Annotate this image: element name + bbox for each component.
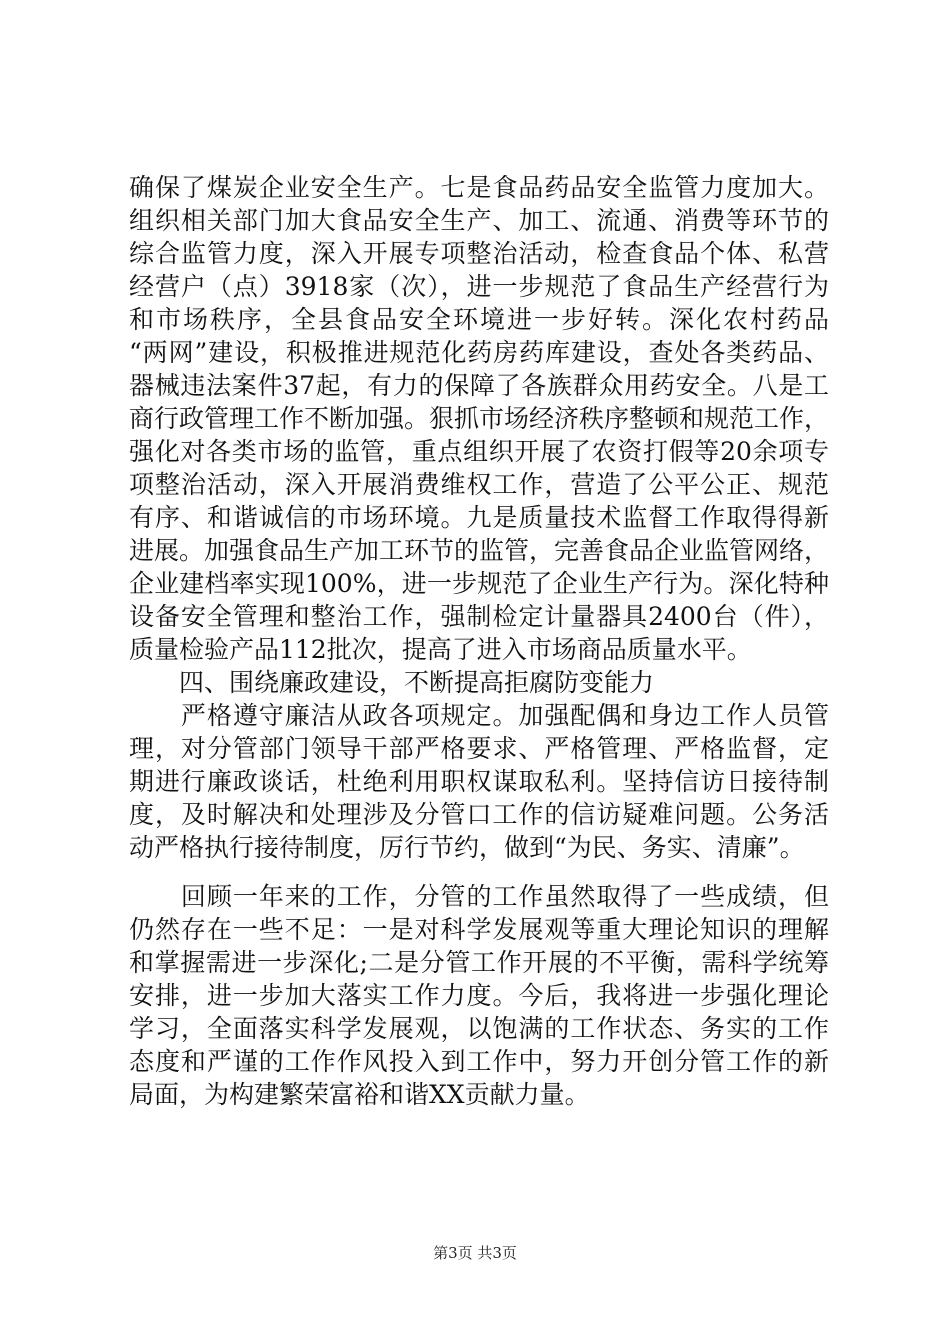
text-line: 学习，全面落实科学发展观，以饱满的工作状态、务实的工作	[129, 1014, 829, 1043]
text-line: 期进行廉政谈话，杜绝利用职权谋取私利。坚持信访日接待制	[129, 767, 829, 796]
text-line: 仍然存在一些不足：一是对科学发展观等重大理论知识的理解	[129, 915, 829, 944]
text-line: 强化对各类市场的监管，重点组织开展了农资打假等20余项专	[129, 437, 829, 466]
text-line: 设备安全管理和整治工作，强制检定计量器具2400台（件），	[129, 602, 829, 631]
text-line: 经营户（点）3918家（次），进一步规范了食品生产经营行为	[129, 272, 829, 301]
text-line: 商行政管理工作不断加强。狠抓市场经济秩序整顿和规范工作，	[129, 404, 829, 433]
text-line: 和市场秩序，全县食品安全环境进一步好转。深化农村药品	[129, 305, 829, 334]
text-line: 局面，为构建繁荣富裕和谐XX贡献力量。	[129, 1080, 590, 1109]
text-line: 组织相关部门加大食品安全生产、加工、流通、消费等环节的	[129, 206, 829, 235]
text-line: 质量检验产品112批次，提高了进入市场商品质量水平。	[129, 635, 752, 664]
text-line: “两网”建设，积极推进规范化药房药库建设，查处各类药品、	[129, 338, 829, 367]
text-line: 进展。加强食品生产加工环节的监管，完善食品企业监管网络，	[129, 536, 829, 565]
text-line: 动严格执行接待制度，厉行节约，做到“为民、务实、清廉”。	[129, 833, 805, 862]
section-heading: 四、围绕廉政建设，不断提高拒腐防变能力	[129, 668, 655, 697]
text-line: 有序、和谐诚信的市场环境。九是质量技术监督工作取得得新	[129, 503, 829, 532]
text-line: 项整治活动，深入开展消费维权工作，营造了公平公正、规范	[129, 470, 829, 499]
text-line: 器械违法案件37起，有力的保障了各族群众用药安全。八是工	[129, 371, 829, 400]
text-line: 综合监管力度，深入开展专项整治活动，检查食品个体、私营	[129, 239, 829, 268]
page-number-footer: 第3页 共3页	[433, 1244, 517, 1262]
text-line: 安排，进一步加大落实工作力度。今后，我将进一步强化理论	[129, 981, 829, 1010]
text-line: 和掌握需进一步深化;二是分管工作开展的不平衡，需科学统筹	[129, 948, 829, 977]
text-line: 度，及时解决和处理涉及分管口工作的信访疑难问题。公务活	[129, 800, 829, 829]
text-line: 企业建档率实现100%，进一步规范了企业生产行为。深化特种	[129, 569, 829, 598]
text-line: 严格遵守廉洁从政各项规定。加强配偶和身边工作人员管	[129, 701, 829, 730]
text-line: 回顾一年来的工作，分管的工作虽然取得了一些成绩，但	[129, 882, 829, 911]
text-line: 理，对分管部门领导干部严格要求、严格管理、严格监督，定	[129, 734, 829, 763]
text-line: 确保了煤炭企业安全生产。七是食品药品安全监管力度加大。	[129, 173, 829, 202]
text-line: 态度和严谨的工作作风投入到工作中，努力开创分管工作的新	[129, 1047, 829, 1076]
